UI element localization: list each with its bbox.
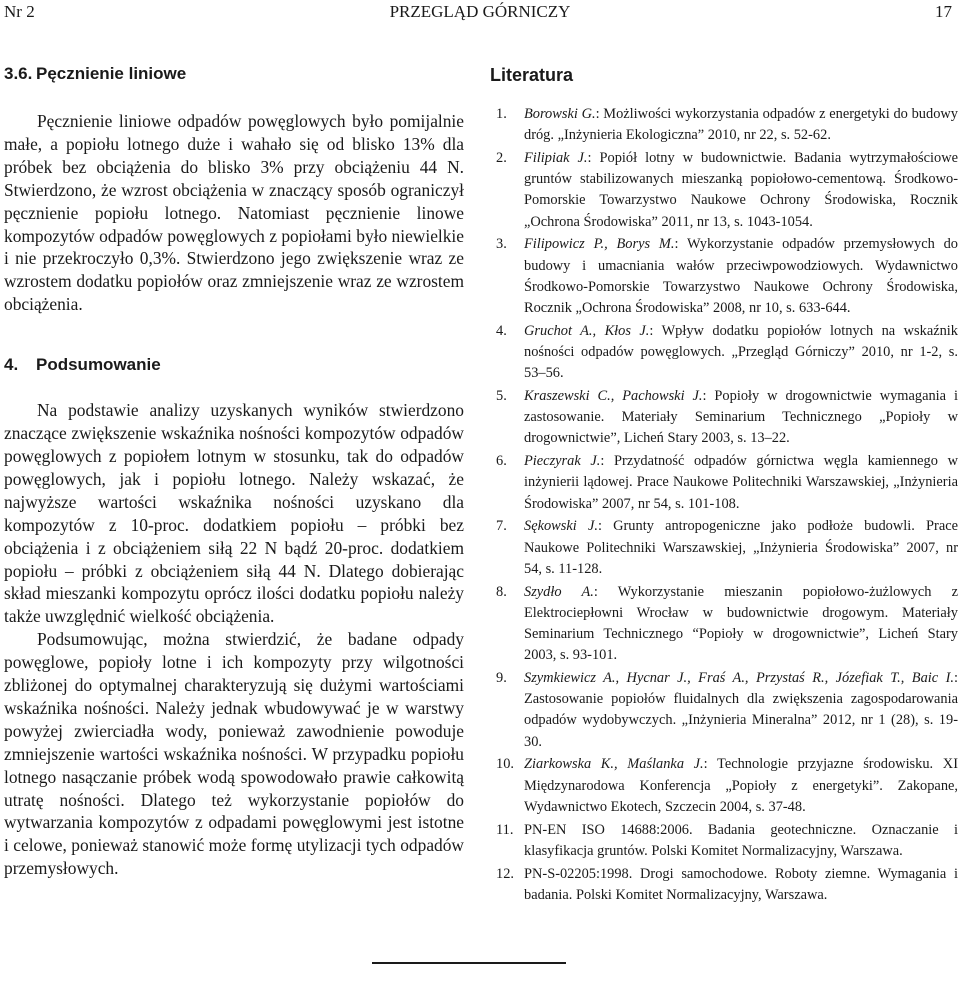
reference-item <box>490 386 958 450</box>
reference-item <box>490 820 958 862</box>
footer-divider <box>372 962 566 964</box>
issue-number: Nr 2 <box>4 2 35 21</box>
section-heading-3-6 <box>4 62 464 86</box>
reference-author: Pieczyrak J. <box>524 453 601 470</box>
reference-text: : Wpływ dodatku popiołów lotnych na wskaźnik nośności odpadów powęglowych. „Przegląd Górniczy” 2010, nr 1-2, s. 53–56. <box>524 322 958 382</box>
reference-text: : Wykorzystanie odpadów przemysłowych do budowy i umacniania wałów przeciwpowodziowych. Wydawnictwo Środkowo-Pomorskie Towarzystwo Naukowe Ochrony Środowiska, Rocznik „Ochrona Środowiska” 2008, nr 10, s. 633-644. <box>524 236 959 317</box>
running-header <box>0 0 960 24</box>
reference-item <box>490 668 958 753</box>
journal-title: PRZEGLĄD GÓRNICZY <box>389 2 571 21</box>
reference-text: : Grunty antropogeniczne jako podłoże budowli. Prace Naukowe Politechniki Warszawskiej, „Inżynieria Środowiska” 2007, nr 54, s. 11-128. <box>524 518 958 577</box>
reference-number: 5. <box>496 388 507 405</box>
reference-text: : Technologie przyjazne środowisku. XI Międzynarodowa Konferencja „Popioły z energetyki”. Zakopane, Wydawnictwo Ekotech, Szczecin 2004, s. 37-48. <box>524 756 958 815</box>
reference-text: : Zastosowanie popiołów fluidalnych dla zwiększenia zagospodarowania odpadów wydobywczych. „Inżynieria Mineralna” 2012, nr 1 (28), s. 19-30. <box>524 670 958 750</box>
reference-text: PN-S-02205:1998. Drogi samochodowe. Roboty ziemne. Wymagania i badania. Polski Komitet Normalizacyjny, Warszawa. <box>524 865 958 903</box>
reference-text: : Wykorzystanie mieszanin popiołowo-żużlowych z Elektrociepłowni Wrocław w budownictwie drogowym. Materiały Seminarium Technicznego “Popioły w drogownictwie”, Licheń Stary 2003, s. 93-101. <box>524 583 958 664</box>
reference-item <box>490 516 958 580</box>
reference-author: Filipowicz P., Borys M. <box>524 236 675 253</box>
reference-text: : Popioły w drogownictwie wymagania i zastosowanie. Materiały Seminarium Technicznego „Popioły w drogownictwie”, Licheń Stary 2003, s. 13–22. <box>524 388 958 447</box>
reference-number: 4. <box>496 322 507 339</box>
reference-number: 11. <box>496 821 514 838</box>
section-heading-4 <box>4 353 464 377</box>
reference-text: PN-EN ISO 14688:2006. Badania geotechniczne. Oznaczanie i klasyfikacja gruntów. Polski Komitet Normalizacyjny, Warszawa. <box>524 821 958 859</box>
reference-author: Gruchot A., Kłos J. <box>524 322 650 339</box>
reference-number: 12. <box>496 865 514 882</box>
reference-author: Sękowski J. <box>524 518 598 535</box>
left-column <box>4 62 464 880</box>
reference-author: Szymkiewicz A., Hycnar J., Fraś A., Przystaś R., Józefiak T., Baic I. <box>524 670 954 687</box>
reference-item <box>490 234 958 319</box>
reference-number: 10. <box>496 756 514 773</box>
reference-item <box>490 864 958 906</box>
body-paragraph: Pęcznienie liniowe odpadów powęglowych było pomijalnie małe, a popiołu lotnego duże i wahało się od blisko 13% dla próbek bez obciążenia do blisko 3% przy obciążeniu 44 N. Stwierdzono, że wzrost obciążenia w znaczący sposób ograniczył pęcznienie popiołu lotnego. Natomiast pęcznienie linowe kompozytów odpadów powęglowych z popiołami było niewielkie i nie przekroczyło 0,3%. Stwierdzono jego zwiększenie wraz ze wzrostem dodatku popiołów oraz zmniejszenie wraz ze wzrostem obciążenia. <box>4 111 464 315</box>
reference-number: 3. <box>496 236 507 253</box>
reference-author: Filipiak J. <box>524 150 588 166</box>
body-paragraph: Podsumowując, można stwierdzić, że badane odpady powęglowe, popioły lotne i ich kompozyty przy wilgotności zbliżonej do optymalnej charakteryzują się dużymi wartościami wskaźnika nośności. Należy jednak wbudowywać je w warstwy powyżej zwierciadła wody, ponieważ zawodnienie powoduje zmniejszenie wartości wskaźnika nośności. W przypadku popiołu lotnego nasączanie próbek wodą spowodowało prawie całkowitą utratę nośności. Dlatego też wykorzystanie popiołów do wytwarzania kompozytów z odpadami powęglowymi jest istotne i celowe, ponieważ stanowić może formę utylizacji tych odpadów przemysłowych. <box>4 629 464 879</box>
reference-list <box>490 104 958 906</box>
reference-number: 1. <box>496 106 507 122</box>
right-column <box>490 62 958 908</box>
reference-item <box>490 148 958 233</box>
reference-item <box>490 321 958 385</box>
reference-author: Ziarkowska K., Maślanka J. <box>524 756 704 773</box>
reference-number: 7. <box>496 518 507 535</box>
reference-author: Szydło A. <box>524 583 594 600</box>
reference-number: 6. <box>496 453 507 470</box>
section-title: Podsumowanie <box>36 355 161 375</box>
literature-heading: Literatura <box>490 65 574 85</box>
section-number: 3.6. <box>4 64 33 83</box>
reference-item <box>490 104 958 146</box>
reference-author: Borowski G. <box>524 106 596 122</box>
section-number: 4. <box>4 355 19 375</box>
reference-author: Kraszewski C., Pachowski J. <box>524 388 703 405</box>
reference-number: 2. <box>496 150 507 166</box>
section-title: Pęcznienie liniowe <box>36 64 187 83</box>
body-paragraph: Na podstawie analizy uzyskanych wyników stwierdzono znaczące zwiększenie wskaźnika nośności kompozytów odpadów powęglowych z popiołem lotnym w stosunku, tak do odpadów powęglowych, jak i popiołu lotnego. Należy wskazać, że najwyższe wartości wskaźnika nośności uzyskano dla kompozytów z 10-proc. dodatkiem popiołu – próbki bez obciążenia i z obciążeniem siłą 22 N bądź 20-proc. dodatkiem popiołu – próbki z obciążeniem siłą 44 N. Dlatego dobierając skład mieszanki kompozytu oprócz ilości dodatku popiołu należy także uwzględnić wielkość obciążenia. <box>4 400 464 627</box>
reference-item <box>490 451 958 515</box>
reference-text: : Możliwości wykorzystania odpadów z energetyki do budowy dróg. „Inżynieria Ekologiczna” 2010, nr 22, s. 52-62. <box>524 106 958 144</box>
reference-text: : Popiół lotny w budownictwie. Badania wytrzymałościowe gruntów stabilizowanych mieszanką popiołowo-cementową. Środkowo-Pomorskie Towarzystwo Naukowe Ochrony Środowiska, Rocznik „Ochrona Środowiska” 2011, nr 13, s. 1043-1054. <box>524 150 958 230</box>
reference-item <box>490 754 958 818</box>
reference-number: 9. <box>496 670 507 687</box>
page-number: 17 <box>935 2 952 21</box>
reference-text: : Przydatność odpadów górnictwa węgla kamiennego w inżynierii lądowej. Prace Naukowe Politechniki Warszawskiej, „Inżynieria Środowiska” 2007, nr 54, s. 101-108. <box>524 453 958 512</box>
reference-number: 8. <box>496 583 507 600</box>
reference-item <box>490 582 958 667</box>
